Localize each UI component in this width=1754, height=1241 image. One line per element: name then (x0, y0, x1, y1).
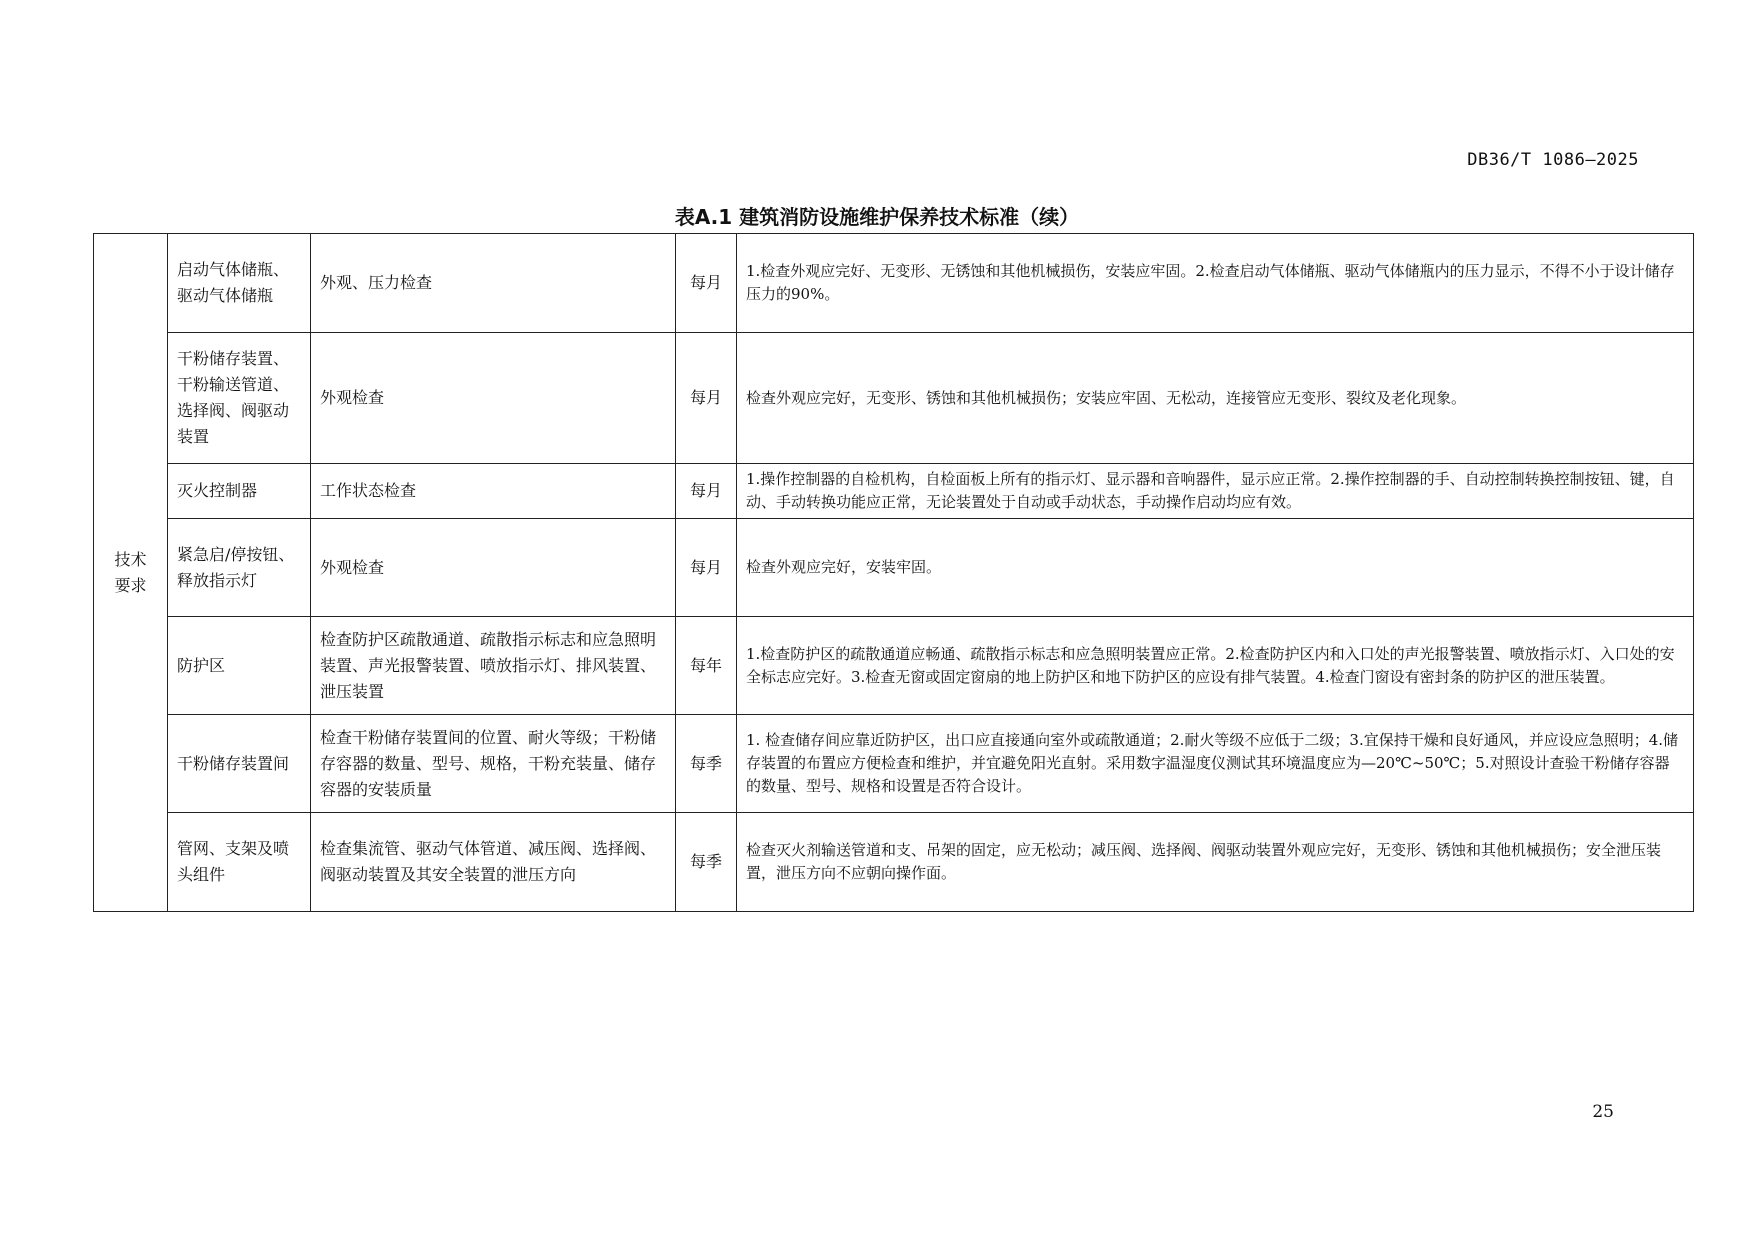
standard-cell: 1. 检查储存间应靠近防护区，出口应直接通向室外或疏散通道；2.耐火等级不应低于二级；3.宜保持干燥和良好通风，并应设应急照明；4.储存装置的布置应方便检查和维护，并宜避免阳光直射。采用数字温湿度仪测试其环境温度应为—20℃~50℃；5.对照设计查验干粉储存容器的数量、型号、规格和设置是否符合设计。 (737, 715, 1694, 813)
check-cell: 外观、压力检查 (311, 234, 676, 333)
category-cell (94, 234, 168, 912)
table-row (94, 464, 1694, 519)
check-cell: 检查干粉储存装置间的位置、耐火等级；干粉储存容器的数量、型号、规格，干粉充装量、储存容器的安装质量 (311, 715, 676, 813)
check-cell: 检查防护区疏散通道、疏散指示标志和应急照明装置、声光报警装置、喷放指示灯、排风装置、泄压装置 (311, 617, 676, 715)
check-cell: 外观检查 (311, 519, 676, 617)
item-cell: 干粉储存装置间 (168, 715, 311, 813)
frequency-cell: 每月 (676, 234, 737, 333)
item-cell: 防护区 (168, 617, 311, 715)
standards-table (93, 233, 1694, 912)
page-number: 25 (1592, 1102, 1614, 1122)
check-cell: 工作状态检查 (311, 464, 676, 519)
check-cell: 检查集流管、驱动气体管道、减压阀、选择阀、阀驱动装置及其安全装置的泄压方向 (311, 813, 676, 912)
category-label: 技术要求 (114, 549, 147, 595)
table-row (94, 715, 1694, 813)
item-cell: 启动气体储瓶、驱动气体储瓶 (168, 234, 311, 333)
item-cell: 紧急启/停按钮、释放指示灯 (168, 519, 311, 617)
check-cell: 外观检查 (311, 333, 676, 464)
standard-cell: 1.检查防护区的疏散通道应畅通、疏散指示标志和应急照明装置应正常。2.检查防护区内和入口处的声光报警装置、喷放指示灯、入口处的安全标志应完好。3.检查无窗或固定窗扇的地上防护区和地下防护区的应设有排气装置。4.检查门窗设有密封条的防护区的泄压装置。 (737, 617, 1694, 715)
table-row (94, 617, 1694, 715)
frequency-cell: 每季 (676, 813, 737, 912)
table-row (94, 234, 1694, 333)
standard-cell: 检查外观应完好，无变形、锈蚀和其他机械损伤；安装应牢固、无松动，连接管应无变形、裂纹及老化现象。 (737, 333, 1694, 464)
table-row (94, 333, 1694, 464)
frequency-cell: 每月 (676, 333, 737, 464)
table-row (94, 813, 1694, 912)
table-row (94, 519, 1694, 617)
frequency-cell: 每年 (676, 617, 737, 715)
standard-cell: 1.检查外观应完好、无变形、无锈蚀和其他机械损伤，安装应牢固。2.检查启动气体储瓶、驱动气体储瓶内的压力显示，不得不小于设计储存压力的90%。 (737, 234, 1694, 333)
frequency-cell: 每月 (676, 464, 737, 519)
standards-table-wrapper (93, 233, 1694, 912)
item-cell: 干粉储存装置、干粉输送管道、选择阀、阀驱动装置 (168, 333, 311, 464)
standard-cell: 检查灭火剂输送管道和支、吊架的固定，应无松动；减压阀、选择阀、阀驱动装置外观应完好，无变形、锈蚀和其他机械损伤；安全泄压装置，泄压方向不应朝向操作面。 (737, 813, 1694, 912)
standard-cell: 1.操作控制器的自检机构，自检面板上所有的指示灯、显示器和音响器件，显示应正常。2.操作控制器的手、自动控制转换控制按钮、键，自动、手动转换功能应正常，无论装置处于自动或手动状态，手动操作启动均应有效。 (737, 464, 1694, 519)
frequency-cell: 每季 (676, 715, 737, 813)
table-title: 表A.1 建筑消防设施维护保养技术标准（续） (674, 205, 1080, 229)
standard-cell: 检查外观应完好，安装牢固。 (737, 519, 1694, 617)
item-cell: 灭火控制器 (168, 464, 311, 519)
document-code: DB36/T 1086—2025 (1467, 150, 1639, 170)
item-cell: 管网、支架及喷头组件 (168, 813, 311, 912)
frequency-cell: 每月 (676, 519, 737, 617)
